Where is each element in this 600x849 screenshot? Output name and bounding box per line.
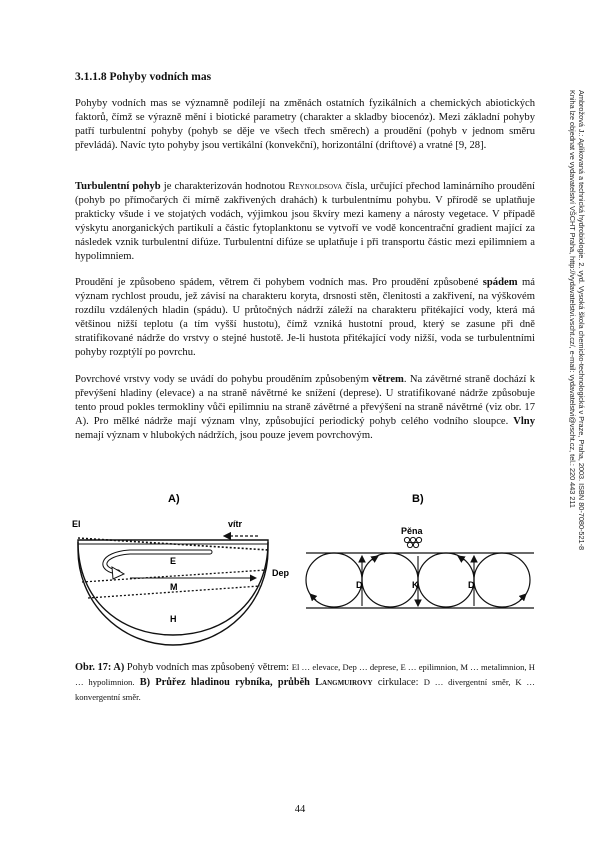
label-d-left: D xyxy=(356,580,363,590)
label-pena: Pěna xyxy=(401,526,423,536)
p2-bold: Turbulentní pohyb xyxy=(75,181,161,192)
paragraph-turbulent-motion xyxy=(75,180,535,263)
p4-pre: Povrchové vrstvy vody se uvádí do pohybu prouděním způsobeným xyxy=(75,374,373,385)
label-b: B) xyxy=(412,493,424,505)
circulation-arrow xyxy=(105,552,210,572)
paragraph-flow xyxy=(75,276,535,359)
caption-b-text1: Průřez hladinou rybníka, průběh xyxy=(150,677,316,688)
caption-a-legend: El … elevace, Dep … deprese, E … epilimnion, M … metalimnion, H … hypolimnion. xyxy=(75,662,536,687)
side-note-line-2: Kniha lze objednat ve vydavatelství VŠCHT Praha, http://vydavatelstvi.vscht.cz/, e-mail: vydavatelstvi@vscht.cz, tel.: 220 443 211 xyxy=(567,90,577,508)
side-note-line-1: Ambrožová J.: Aplikovaná a technická hydrobiologie. 2. vyd. Vysoká škola chemicko-technologická v Praze, Praha, 2003. ISBN 80-7080-521-8 xyxy=(577,90,586,551)
foam-bubbles xyxy=(404,537,421,547)
p2-pre: je charakterizován hodnotou xyxy=(160,181,289,192)
label-a: A) xyxy=(168,493,180,505)
p2-name: Reynoldsova xyxy=(288,181,343,192)
label-h: H xyxy=(170,614,177,624)
p3-post: má význam rychlost proudu, jež závisí na charakteru koryta, drsnosti stěn, členitosti a zakřivení, na výškovém rozdílu vzdálených hladin (spádu). U průtočných nádrží záleží na charakteru přitékající vody, která má většinou nižší teplotu (a tím vyšší hustotu), čímž vzniká hustotní proud, který se zasune při dně stratifikované nádrže do vrstvy o stejné hustotě. Je-li hustota přitékající vody nižší, voda se turbulentními pohyby rozptýlí po povrchu. xyxy=(75,277,535,358)
p1-text: Pohyby vodních mas se významně podílejí na změnách ostatních fyzikálních a chemických abiotických faktorů, čímž se výrazně mění i biotické parametry (charakter a skladby biocenóz). Mezi základní pohyby patří turbulentní pohyby (pohyb se děje ve všech třech směrech) a proudění (pohyb v jednom směru převládá). Navíc tyto pohyby jsou vertikální (konvekční), horizontální (driftové) a vratné [9, 28]. xyxy=(75,98,535,151)
caption-b: B) xyxy=(134,677,151,688)
section-heading: 3.1.1.8 Pohyby vodních mas xyxy=(75,71,212,83)
label-m: M xyxy=(170,582,178,592)
p4-bold1: větrem xyxy=(372,374,404,385)
label-vitr: vítr xyxy=(228,519,243,529)
p4-post: nemají význam v hlubokých nádržích, jsou pouze jevem povrchovým. xyxy=(75,429,373,441)
caption-a: A) xyxy=(111,662,125,673)
caption-a-text: Pohyb vodních mas způsobený větrem: xyxy=(124,662,292,673)
paragraph-water-mass-movements xyxy=(75,97,535,153)
caption-b-legend: D … divergentní směr, K … konvergentní směr. xyxy=(75,677,535,702)
figure-caption xyxy=(75,660,535,705)
p3-bold: spádem xyxy=(482,277,518,288)
label-d-right: D xyxy=(468,580,475,590)
label-k: K xyxy=(412,580,419,590)
figure-17 xyxy=(60,490,540,650)
page-number: 44 xyxy=(294,804,306,815)
p4-bold2: Vlny xyxy=(513,415,535,427)
p4-mid: . Na závětrné straně dochází k převýšení hladiny (elevace) a na straně návětrné ke snížení (deprese). U stratifikované nádrže způsobuje tento proud pokles termokliny vůči epilimniu na straně závětrné a převýšení na straně návětrné (viz obr. 17 A). Pro mělké nádrže mají význam vlny, způsobující periodický pohyb celého vodního sloupce. xyxy=(75,374,535,427)
label-el: El xyxy=(72,519,81,529)
paragraph-wind-flow xyxy=(75,373,535,443)
p3-pre: Proudění je způsobeno spádem, větrem či pohybem vodních mas. Pro proudění způsobené xyxy=(75,277,483,288)
caption-b-name: Langmuirovy xyxy=(315,677,373,688)
p2-post: čísla, určující přechod laminárního proudění (pohyb po přímočarých či mírně zakřivených drahách) k turbulentnímu pohybu. V přírodě se uplatňuje prakticky všude i ve stojatých vodách, výjimkou jsou škvíry mezi kameny a nárosty vegetace. V případě výskytu anorganických partikulí a částic fytoplanktonu se vytvoří ve vodě koncentrační gradient mající za následek vznik turbulentní difúze. Turbulentní difúze se uplatňuje i při transportu částic mezi epilimniem a hypolimniem. xyxy=(75,181,535,262)
caption-b-text2: cirkulace: xyxy=(372,677,424,688)
side-note xyxy=(568,90,586,570)
caption-obr: Obr. 17: xyxy=(75,662,112,673)
label-dep: Dep xyxy=(272,568,290,578)
label-e: E xyxy=(170,556,177,566)
